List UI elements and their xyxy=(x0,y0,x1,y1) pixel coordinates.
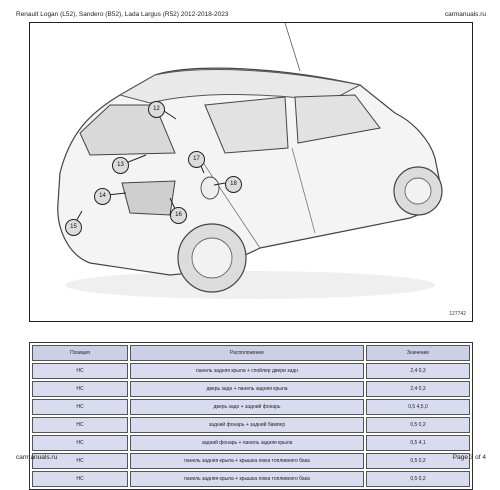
cell-position: НС xyxy=(32,363,128,379)
page-number: Page 3 of 4 xyxy=(452,454,486,461)
table-row xyxy=(32,363,470,379)
table-row xyxy=(32,417,470,433)
cell-location: дверь задн + задний фонарь xyxy=(130,399,364,415)
column-header-location: Расположение xyxy=(130,345,364,361)
table-row xyxy=(32,399,470,415)
cell-value: 0,5 4,5,0 xyxy=(366,399,470,415)
cell-value: 0,5 4,1 xyxy=(366,435,470,451)
callout-18: 18 xyxy=(225,176,242,193)
callout-13: 13 xyxy=(112,157,129,174)
car-figure xyxy=(29,22,473,322)
cell-location: панель задняя крыла + крышка люка топливного бака xyxy=(130,453,364,469)
callout-16: 16 xyxy=(170,207,187,224)
table-row xyxy=(32,453,470,469)
document-title: Renault Logan (L52), Sandero (B52), Lada Largus (R52) 2012-2018-2023 xyxy=(16,11,229,18)
cell-position: НС xyxy=(32,381,128,397)
callout-17: 17 xyxy=(188,151,205,168)
cell-position: НС xyxy=(32,417,128,433)
cell-location: панель задняя крыла + спойлер двери задн xyxy=(130,363,364,379)
parts-table xyxy=(29,342,473,490)
callout-15: 15 xyxy=(65,219,82,236)
cell-location: задний фонарь + панель задняя крыла xyxy=(130,435,364,451)
figure-number: 127742 xyxy=(449,311,466,317)
cell-location: панель задняя крыла + крышка люка топливного бака xyxy=(130,471,364,487)
cell-value: 2,4 0,3 xyxy=(366,363,470,379)
table-row xyxy=(32,471,470,487)
cell-value: 0,5 0,2 xyxy=(366,417,470,433)
footer-site: carmanuals.ru xyxy=(16,454,58,461)
table-row xyxy=(32,381,470,397)
column-header-value: Значение xyxy=(366,345,470,361)
cell-location: задний фонарь + задний бампер xyxy=(130,417,364,433)
callout-14: 14 xyxy=(94,188,111,205)
cell-position: НС xyxy=(32,399,128,415)
cell-value: 0,5 0,2 xyxy=(366,453,470,469)
table-row xyxy=(32,435,470,451)
car-illustration xyxy=(30,23,472,321)
cell-value: 0,5 0,2 xyxy=(366,471,470,487)
cell-position: НС xyxy=(32,453,128,469)
callout-12: 12 xyxy=(148,101,165,118)
header-site: carmanuals.ru xyxy=(444,11,486,18)
column-header-position: Позиция xyxy=(32,345,128,361)
cell-position: НС xyxy=(32,471,128,487)
cell-location: дверь задн + панель задняя крыла xyxy=(130,381,364,397)
cell-value: 2,4 0,3 xyxy=(366,381,470,397)
cell-position: НС xyxy=(32,435,128,451)
table-header-row xyxy=(32,345,470,361)
